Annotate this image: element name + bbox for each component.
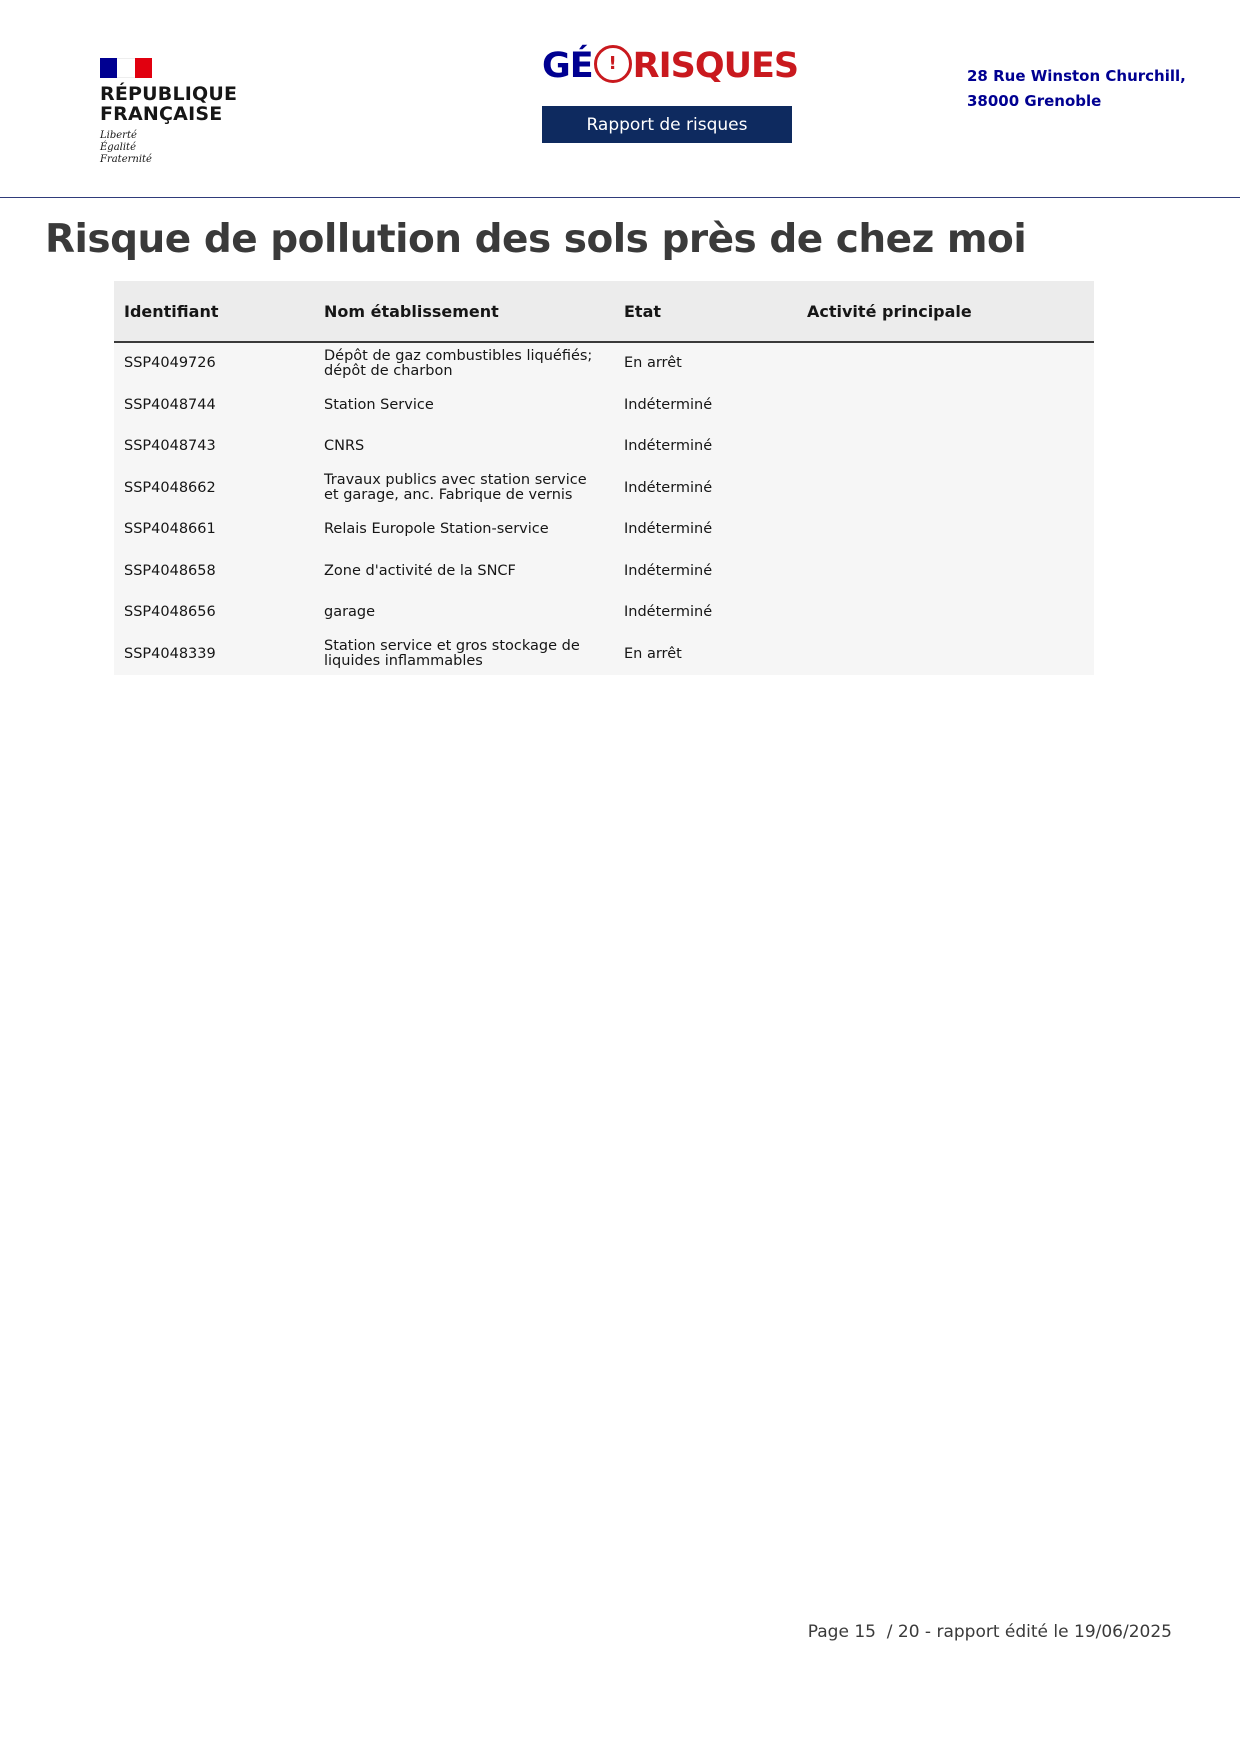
cell-etat: Indéterminé (614, 509, 797, 551)
cell-nom: garage (314, 592, 614, 634)
cell-identifiant: SSP4048656 (114, 592, 314, 634)
cell-etat: Indéterminé (614, 551, 797, 593)
cell-identifiant: SSP4048744 (114, 385, 314, 427)
georisques-wordmark (542, 44, 799, 88)
table-row (114, 592, 1094, 634)
page-title: Risque de pollution des sols près de chez moi (45, 217, 1027, 262)
cell-etat: Indéterminé (614, 385, 797, 427)
cell-nom: CNRS (314, 426, 614, 468)
header-divider (0, 197, 1240, 198)
cell-nom: Zone d'activité de la SNCF (314, 551, 614, 593)
report-type-banner (542, 106, 792, 143)
column-header-etat: Etat (614, 281, 797, 342)
brand-part-risques: RISQUES (632, 46, 799, 86)
cell-identifiant: SSP4048662 (114, 468, 314, 510)
table-row (114, 426, 1094, 468)
french-flag-icon (100, 58, 152, 78)
cell-etat: Indéterminé (614, 592, 797, 634)
table-row (114, 551, 1094, 593)
cell-identifiant: SSP4048661 (114, 509, 314, 551)
cell-activite (797, 634, 1094, 676)
republique-motto (100, 130, 240, 166)
column-header-identifiant: Identifiant (114, 281, 314, 342)
address-block (967, 64, 1186, 114)
cell-identifiant: SSP4048339 (114, 634, 314, 676)
cell-activite (797, 342, 1094, 385)
brand-part-ge: GÉ (542, 46, 593, 86)
page-footer: Page 15 / 20 - rapport édité le 19/06/2025 (807, 1622, 1172, 1642)
table-row (114, 634, 1094, 676)
cell-identifiant: SSP4048658 (114, 551, 314, 593)
cell-activite (797, 509, 1094, 551)
motto-fraternite: Fraternité (100, 154, 152, 165)
report-type-label: Rapport de risques (586, 114, 748, 135)
cell-activite (797, 592, 1094, 634)
cell-identifiant: SSP4048743 (114, 426, 314, 468)
column-header-activite: Activité principale (797, 281, 1094, 342)
motto-liberte: Liberté (100, 130, 137, 141)
table-header-row (114, 281, 1094, 342)
cell-activite (797, 385, 1094, 427)
table-row (114, 468, 1094, 510)
table-row (114, 342, 1094, 385)
cell-nom: Travaux publics avec station service et garage, anc. Fabrique de vernis (314, 468, 614, 510)
address-line2: 38000 Grenoble (967, 92, 1102, 110)
georisques-logo (542, 44, 799, 88)
cell-nom: Station service et gros stockage de liquides inflammables (314, 634, 614, 676)
cell-activite (797, 468, 1094, 510)
cell-identifiant: SSP4049726 (114, 342, 314, 385)
cell-etat: En arrêt (614, 634, 797, 676)
pollution-sites-table (114, 281, 1094, 675)
table-row (114, 385, 1094, 427)
warning-mark: ! (608, 53, 617, 74)
cell-etat: Indéterminé (614, 426, 797, 468)
cell-nom: Dépôt de gaz combustibles liquéfiés; dépôt de charbon (314, 342, 614, 385)
motto-egalite: Égalité (100, 142, 136, 153)
cell-etat: En arrêt (614, 342, 797, 385)
cell-activite (797, 426, 1094, 468)
table-row (114, 509, 1094, 551)
cell-nom: Relais Europole Station-service (314, 509, 614, 551)
address-line1: 28 Rue Winston Churchill, (967, 67, 1186, 85)
republique-label-line1: RÉPUBLIQUE (100, 83, 238, 105)
republique-francaise-logo (100, 58, 240, 166)
column-header-nom: Nom établissement (314, 281, 614, 342)
cell-nom: Station Service (314, 385, 614, 427)
republique-label-line2: FRANÇAISE (100, 103, 223, 125)
cell-activite (797, 551, 1094, 593)
cell-etat: Indéterminé (614, 468, 797, 510)
warning-map-icon (594, 45, 632, 83)
